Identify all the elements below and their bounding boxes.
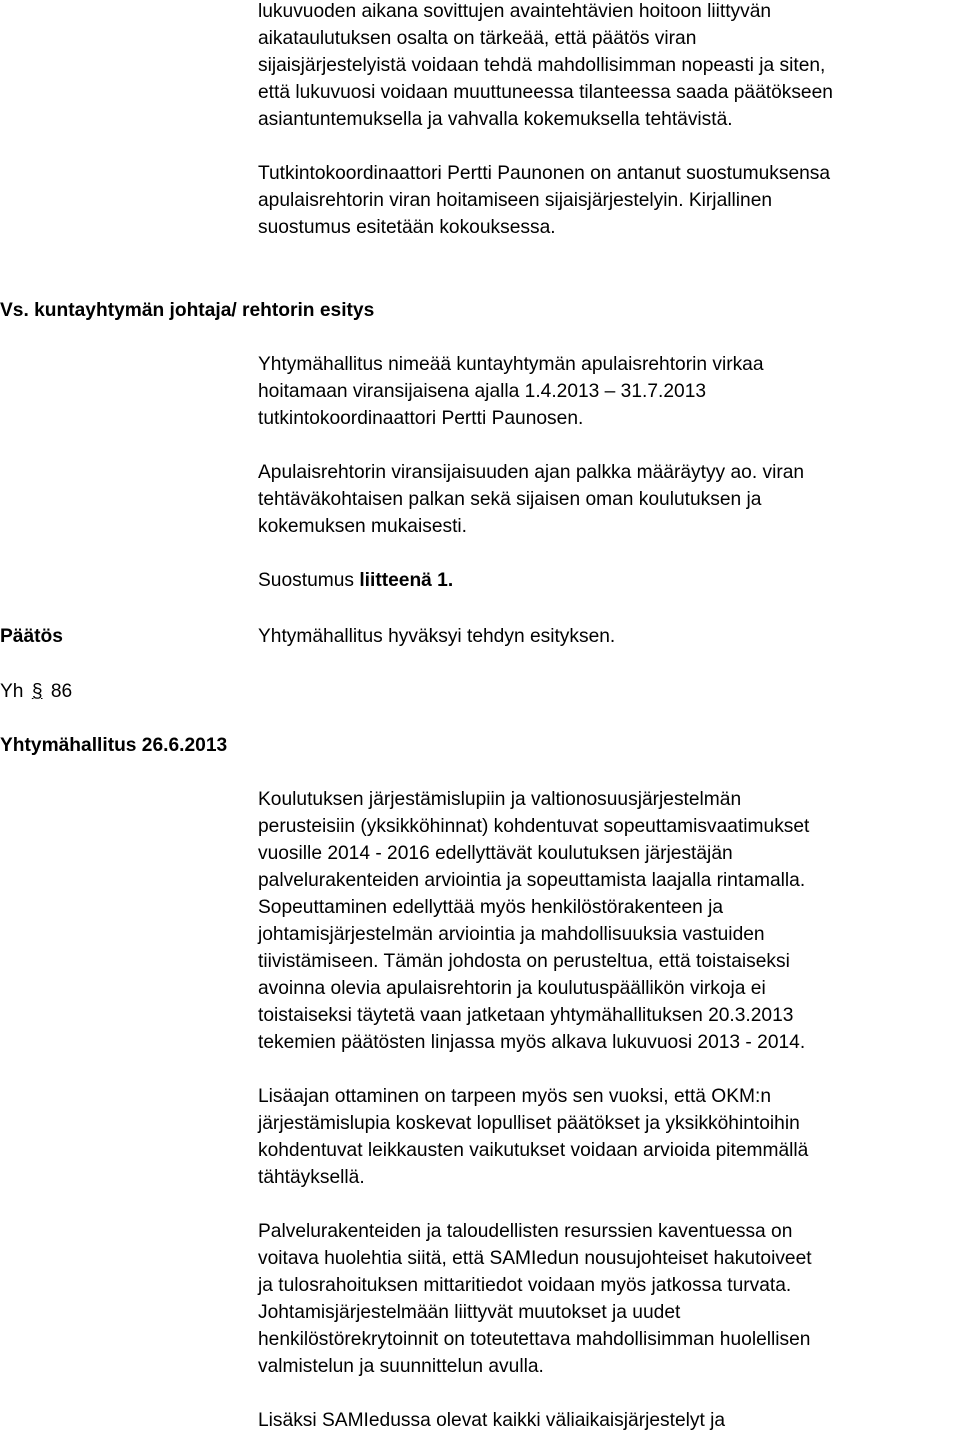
text-line: toistaiseksi täytetä vaan jatketaan yhtymähallituksen 20.3.2013 (258, 1005, 794, 1026)
text-line: kohdentuvat leikkausten vaikutukset voidaan arvioida pitemmällä (258, 1140, 809, 1161)
decision-text (258, 623, 958, 650)
body-paragraph-1 (258, 786, 958, 1056)
text-line: Lisäajan ottaminen on tarpeen myös sen vuoksi, että OKM:n (258, 1086, 772, 1107)
body-paragraph-3 (258, 1218, 958, 1380)
text-line: avoinna olevia apulaisrehtorin ja koulutuspäällikön virkoja ei (258, 978, 766, 999)
text-line: Koulutuksen järjestämislupiin ja valtionosuusjärjestelmän (258, 789, 742, 810)
intro-paragraph (258, 0, 958, 133)
text-line: Tutkintokoordinaattori Pertti Paunonen on antanut suostumuksensa (258, 163, 831, 184)
text-line: järjestämislupia koskevat lopulliset päätökset ja yksikköhintoihin (258, 1113, 800, 1134)
text-line: tutkintokoordinaattori Pertti Paunosen. (258, 408, 584, 429)
text-line: tekemien päätösten linjassa myös alkava lukuvuosi 2013 - 2014. (258, 1032, 806, 1053)
text-line: tehtäväkohtaisen palkan sekä sijaisen oman koulutuksen ja (258, 489, 762, 510)
section-value: 86 (50, 681, 73, 702)
section-symbol: § (31, 681, 43, 702)
text-line: hoitamaan viransijaisena ajalla 1.4.2013 – 31.7.2013 (258, 381, 707, 402)
text-line: asiantuntemuksella ja vahvalla kokemuksella tehtävistä. (258, 109, 733, 130)
text-line: perusteisiin (yksikköhinnat) kohdentuvat sopeuttamisvaatimukset (258, 816, 810, 837)
text-line: johtamisjärjestelmän arviointia ja mahdollisuuksia vastuiden (258, 924, 765, 945)
text-line: suostumus esitetään kokouksessa. (258, 217, 556, 238)
text-line: Palvelurakenteiden ja taloudellisten resurssien kaventuessa on (258, 1221, 793, 1242)
salary-paragraph (258, 459, 958, 540)
decision-label: Päätös (0, 626, 63, 647)
text-line: sijaisjärjestelyistä voidaan tehdä mahdollisimman nopeasti ja siten, (258, 55, 826, 76)
text-line: ja tulosrahoituksen mittaritiedot voidaan myös jatkossa turvata. (258, 1275, 792, 1296)
body-paragraph-2 (258, 1083, 958, 1191)
section-prefix: Yh (0, 681, 24, 702)
text-line: Yhtymähallitus nimeää kuntayhtymän apulaisrehtorin virkaa (258, 354, 764, 375)
text-line: että lukuvuosi voidaan muuttuneessa tilanteessa saada päätökseen (258, 82, 833, 103)
text-line: henkilöstörekrytoinnit on toteutettava mahdollisimman huolellisen (258, 1329, 811, 1350)
text-line: palvelurakenteiden arviointia ja sopeuttamista laajalla rintamalla. (258, 870, 806, 891)
proposal-paragraph (258, 351, 958, 432)
text-line: Yhtymähallitus hyväksyi tehdyn esityksen. (258, 626, 616, 647)
text-line: Apulaisrehtorin viransijaisuuden ajan palkka määräytyy ao. viran (258, 462, 805, 483)
body-paragraph-4 (258, 1407, 958, 1434)
attachment-line (258, 567, 958, 594)
text-line: Johtamisjärjestelmään liittyvät muutokset ja uudet (258, 1302, 681, 1323)
text-line: lukuvuoden aikana sovittujen avaintehtävien hoitoon liittyvän (258, 1, 772, 22)
text-line: valmistelun ja suunnittelun avulla. (258, 1356, 544, 1377)
meeting-heading: Yhtymähallitus 26.6.2013 (0, 735, 228, 756)
text-line: vuosille 2014 - 2016 edellyttävät koulutuksen järjestäjän (258, 843, 733, 864)
text-line: Lisäksi SAMIedussa olevat kaikki väliaikaisjärjestelyt ja (258, 1410, 726, 1431)
text-line: tähtäyksellä. (258, 1167, 365, 1188)
proposal-heading: Vs. kuntayhtymän johtaja/ rehtorin esitys (0, 300, 375, 321)
text-line: kokemuksen mukaisesti. (258, 516, 468, 537)
text-line: voitava huolehtia siitä, että SAMIedun nousujohteiset hakutoiveet (258, 1248, 812, 1269)
consent-paragraph (258, 160, 958, 241)
attachment-reference: liitteenä 1. (359, 570, 454, 591)
text-line: tiivistämiseen. Tämän johdosta on perusteltua, että toistaiseksi (258, 951, 790, 972)
attachment-prefix: Suostumus (258, 570, 360, 591)
section-number (0, 678, 72, 705)
text-line: Sopeuttaminen edellyttää myös henkilöstörakenteen ja (258, 897, 724, 918)
text-line: aikataulutuksen osalta on tärkeää, että päätös viran (258, 28, 697, 49)
text-line: apulaisrehtorin viran hoitamiseen sijaisjärjestelyin. Kirjallinen (258, 190, 773, 211)
